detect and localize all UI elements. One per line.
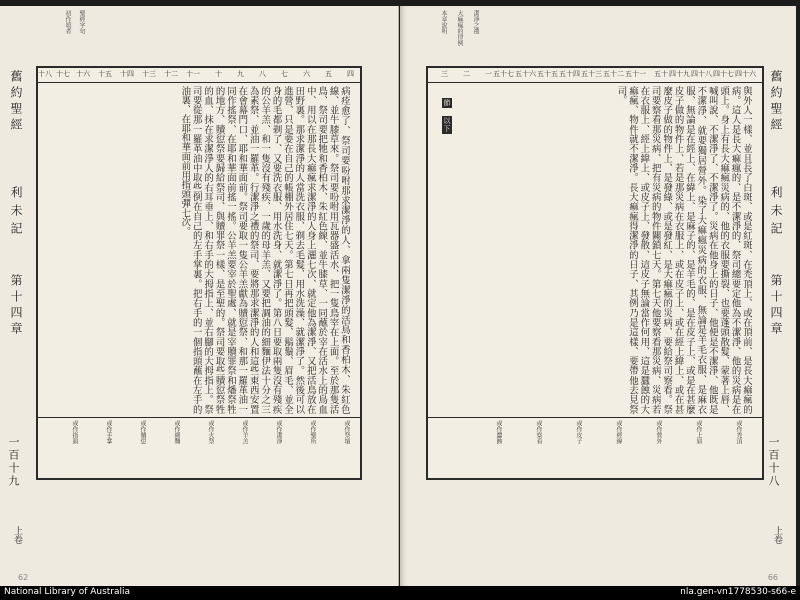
top-annotation-right-1: 本章說明	[440, 10, 447, 34]
margin-note: 或作禿頂	[735, 420, 742, 444]
volume-left: 上卷	[12, 526, 22, 544]
margin-note: 或作聖所	[309, 420, 316, 444]
attribution-bar	[0, 586, 800, 600]
verse-number: 八	[259, 70, 266, 78]
running-chapter-right: 第十四章	[769, 274, 783, 338]
margin-note: 或作察看	[535, 420, 542, 444]
margin-note: 或作細麵	[173, 420, 180, 444]
verse-number: 四十六	[735, 70, 756, 78]
verse-number: 十三	[142, 70, 156, 78]
folio-left: 一百十九	[7, 436, 20, 488]
verse-number: 四十七	[713, 70, 734, 78]
margin-note: 或作經緯	[615, 420, 622, 444]
margin-note: 或作手掌	[105, 420, 112, 444]
margin-note: 或作羊羔	[241, 420, 248, 444]
top-annotation-right-2: 大痲瘋的律例	[456, 10, 463, 46]
margin-note: 或作皮子	[575, 420, 582, 444]
right-text-frame	[426, 66, 764, 480]
left-page	[0, 6, 399, 586]
verse-number: 五	[325, 70, 332, 78]
verse-number: 五十二	[603, 70, 624, 78]
section-stamp: 以下	[443, 117, 451, 133]
running-chapter-left: 第十四章	[9, 274, 23, 338]
verse-number: 十一	[186, 70, 200, 78]
folio-right: 一百十八	[767, 436, 780, 488]
verse-number: 五十	[654, 70, 668, 78]
running-title-right: 舊約聖經	[769, 70, 783, 134]
margin-note: 或作潔淨	[275, 420, 282, 444]
running-title-left: 舊約聖經	[9, 70, 23, 134]
verse-number: 五十七	[493, 70, 514, 78]
margin-note: 或作上唇	[695, 420, 702, 444]
margin-note: 或作營外	[655, 420, 662, 444]
margin-note: 或作指頭	[71, 420, 78, 444]
verse-number: 五十五	[537, 70, 558, 78]
notes-strip-right	[428, 417, 762, 478]
margin-note: 或作贖愆	[139, 420, 146, 444]
page-corner-number-right: 66	[767, 573, 778, 582]
margin-note: 或作火祭	[207, 420, 214, 444]
verse-number: 十	[215, 70, 222, 78]
verse-number: 十四	[120, 70, 134, 78]
margin-note: 或作祭壇	[343, 420, 350, 444]
top-annotation-left-2: 聖經字句	[78, 10, 85, 34]
verse-number: 五十四	[559, 70, 580, 78]
body-text-left: 病痊愈了、祭司要吩咐那求潔淨的人、拿兩隻潔淨的活鳥和香柏木、朱紅色線、並牛膝草來。祭司要吩咐用瓦器盛活水、把一隻鳥宰在上面。至於那隻活鳥、祭司要把牠和香柏木、朱紅色線、並牛膝草、一同蘸於宰在活水上的鳥血中、用以在那長大痲瘋求潔淨的人身上灑七次、就定他為潔淨、又把活鳥放在田野裏。那求潔淨的人當洗衣服、剃去毛髮、用水洗澡、就潔淨了。然後可以進營、只是要在自己的帳棚外居住七天。第七日再把頭髮、鬍鬚、眉毛、並全身的毛都剃了、又要洗衣服、用水洗身、就潔淨了。第八日要取兩隻沒有殘疾的公羊羔、和一隻沒有殘疾、一歲的母羊羔、又要把調油的細麵伊法十分之三為素祭、並油一羅革。行潔淨之禮的祭司、要將那求潔淨的人和這些東西安置在會幕門口、耶和華面前。祭司要取一隻公羊羔獻為贖愆祭、和那一羅革油一同作搖祭、在耶和華面前搖一搖。公羊羔要宰於聖處、就是宰贖罪祭和燔祭牲的地方、贖愆祭要歸給祭司、與贖罪祭一樣、是至聖的。祭司要取些贖愆祭牲的血、抹在求潔淨人的右耳垂上、和右手的大拇指上、並右腳的大拇指上。祭司要從那一羅革油中取些倒在自己的左手掌裏。把右手的一個指頭蘸在左手的油裏、在耶和華面前用指頭彈七次。	[179, 86, 350, 414]
verse-number: 四十八	[691, 70, 712, 78]
running-book-right: 利未記	[769, 186, 783, 240]
verse-number: 十五	[98, 70, 112, 78]
left-text-frame	[36, 66, 362, 480]
verse-number: 四	[347, 70, 354, 78]
running-book-left: 利未記	[9, 186, 23, 240]
verse-number-strip	[38, 68, 360, 83]
verse-number: 十八	[38, 70, 52, 78]
volume-right: 上卷	[772, 526, 782, 544]
verse-number: 一	[485, 70, 492, 78]
verse-number-strip	[428, 68, 762, 83]
verse-number: 五十六	[515, 70, 536, 78]
body-text-right: 與外人一樣、並且長了白斑、或是紅斑、在禿頂上、或在頂前、是長大痲瘋的病。這人是長大痲瘋的、是不潔淨的、祭司總要定他為不潔淨、他的災病是在頭上。身上有長大痲瘋災病的、他的衣服要撕裂、也要蓬頭散髮、蒙著上唇、喊叫說、不潔淨了、不潔淨了。災病在他身上的日子、他便是不潔淨、他既是不潔淨、就要獨居營外。染了大痲瘋災病的衣服、無論是羊毛衣服、是麻衣服、無論是在經上、在緯上、是麻子的、是羊毛的、是在皮子上、或是在甚麼皮子做的物件上、若是那災病在衣服上、或在皮子上、或在經上緯上、或在甚麼皮子做的物件上、是發綠、或是發紅、是大痲瘋的災病、要給祭司察看。祭司要察看那災病、把有災病的物件關鎖七天。第七天他要察看那災病、災病若在衣服上、經上緯上、或皮子上、發散、這皮子無論當作何用、這是蠶蝕的大痲瘋、物件就不潔淨。長大痲瘋得潔淨的日子、其例乃是這樣、要帶他去見祭司。	[615, 86, 752, 414]
page-corner-number-left: 62	[18, 573, 29, 582]
right-page	[400, 6, 796, 586]
record-identifier: nla.gen-vn1778530-s66-e	[680, 587, 796, 597]
notes-strip-left	[38, 417, 360, 478]
verse-number: 五十一	[625, 70, 646, 78]
verse-number: 九	[237, 70, 244, 78]
margin-note: 或作蠶蝕	[495, 420, 502, 444]
verse-number: 二	[463, 70, 470, 78]
section-stamp: 節	[443, 99, 451, 107]
verse-number: 十七	[56, 70, 70, 78]
verse-number: 十二	[164, 70, 178, 78]
verse-number: 十六	[76, 70, 90, 78]
verse-number: 六	[303, 70, 310, 78]
top-annotation-left-1: 初作頌者	[64, 10, 71, 34]
top-annotation-right-3: 潔淨之禮	[472, 10, 479, 34]
library-credit: National Library of Australia	[4, 587, 131, 597]
verse-number: 七	[281, 70, 288, 78]
verse-number: 四十九	[669, 70, 690, 78]
verse-number: 三	[441, 70, 448, 78]
verse-number: 五十三	[581, 70, 602, 78]
